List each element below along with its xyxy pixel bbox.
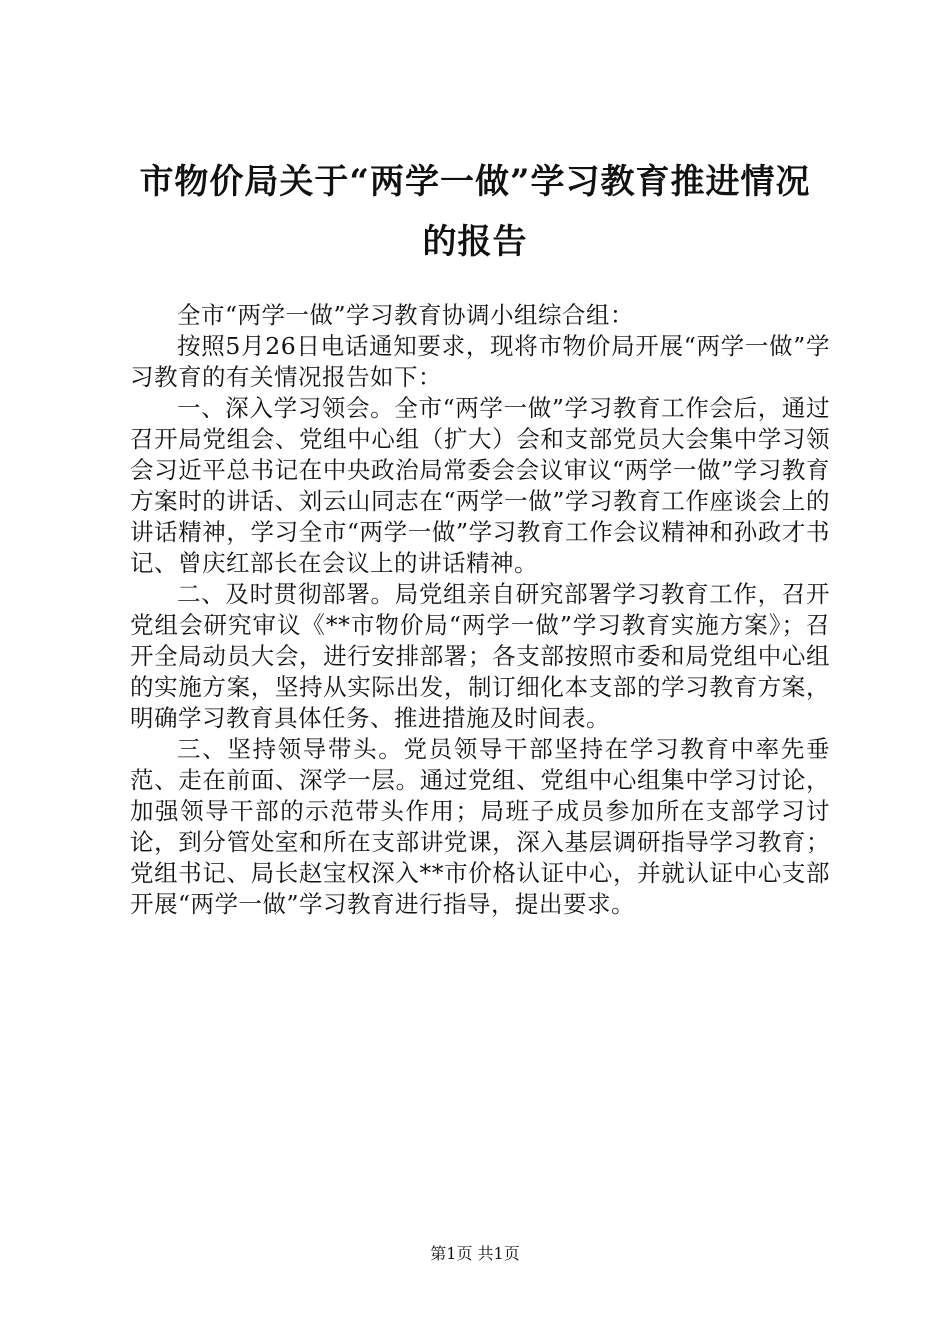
salutation: 全市“两学一做”学习教育协调小组综合组： [177,301,635,329]
section-paragraph-2: 二、及时贯彻部署。局党组亲自研究部署学习教育工作，召开党组会研究审议《**市物价局“两学一做”学习教育实施方案》；召开全局动员大会，进行安排部署；各支部按照市委和局党组中心组的实施方案，坚持从实际出发，制订细化本支部的学习教育方案，明确学习教育具体任务、推进措施及时间表。 [130,580,830,732]
section-paragraph-3: 三、坚持领导带头。党员领导干部坚持在学习教育中率先垂范、走在前面、深学一层。通过党组、党组中心组集中学习讨论，加强领导干部的示范带头作用；局班子成员参加所在支部学习讨论，到分管处室和所在支部讲党课，深入基层调研指导学习教育；党组书记、局长赵宝权深入**市价格认证中心，并就认证中心支部开展“两学一做”学习教育进行指导，提出要求。 [130,735,830,918]
document-body [130,300,830,920]
intro-paragraph: 按照5月26日电话通知要求，现将市物价局开展“两学一做”学习教育的有关情况报告如下： [130,332,830,391]
document-title-line-1: 市物价局关于“两学一做”学习教育推进情况 [139,162,811,202]
document-title-line-2: 的报告 [422,222,528,262]
page-footer: 第1页 共1页 [430,1244,520,1263]
section-paragraph-1: 一、深入学习领会。全市“两学一做”学习教育工作会后，通过召开局党组会、党组中心组（扩大）会和支部党员大会集中学习领会习近平总书记在中央政治局常委会会议审议“两学一做”学习教育方案时的讲话、刘云山同志在“两学一做”学习教育工作座谈会上的讲话精神，学习全市“两学一做”学习教育工作会议精神和孙政才书记、曾庆红部长在会议上的讲话精神。 [130,394,830,577]
